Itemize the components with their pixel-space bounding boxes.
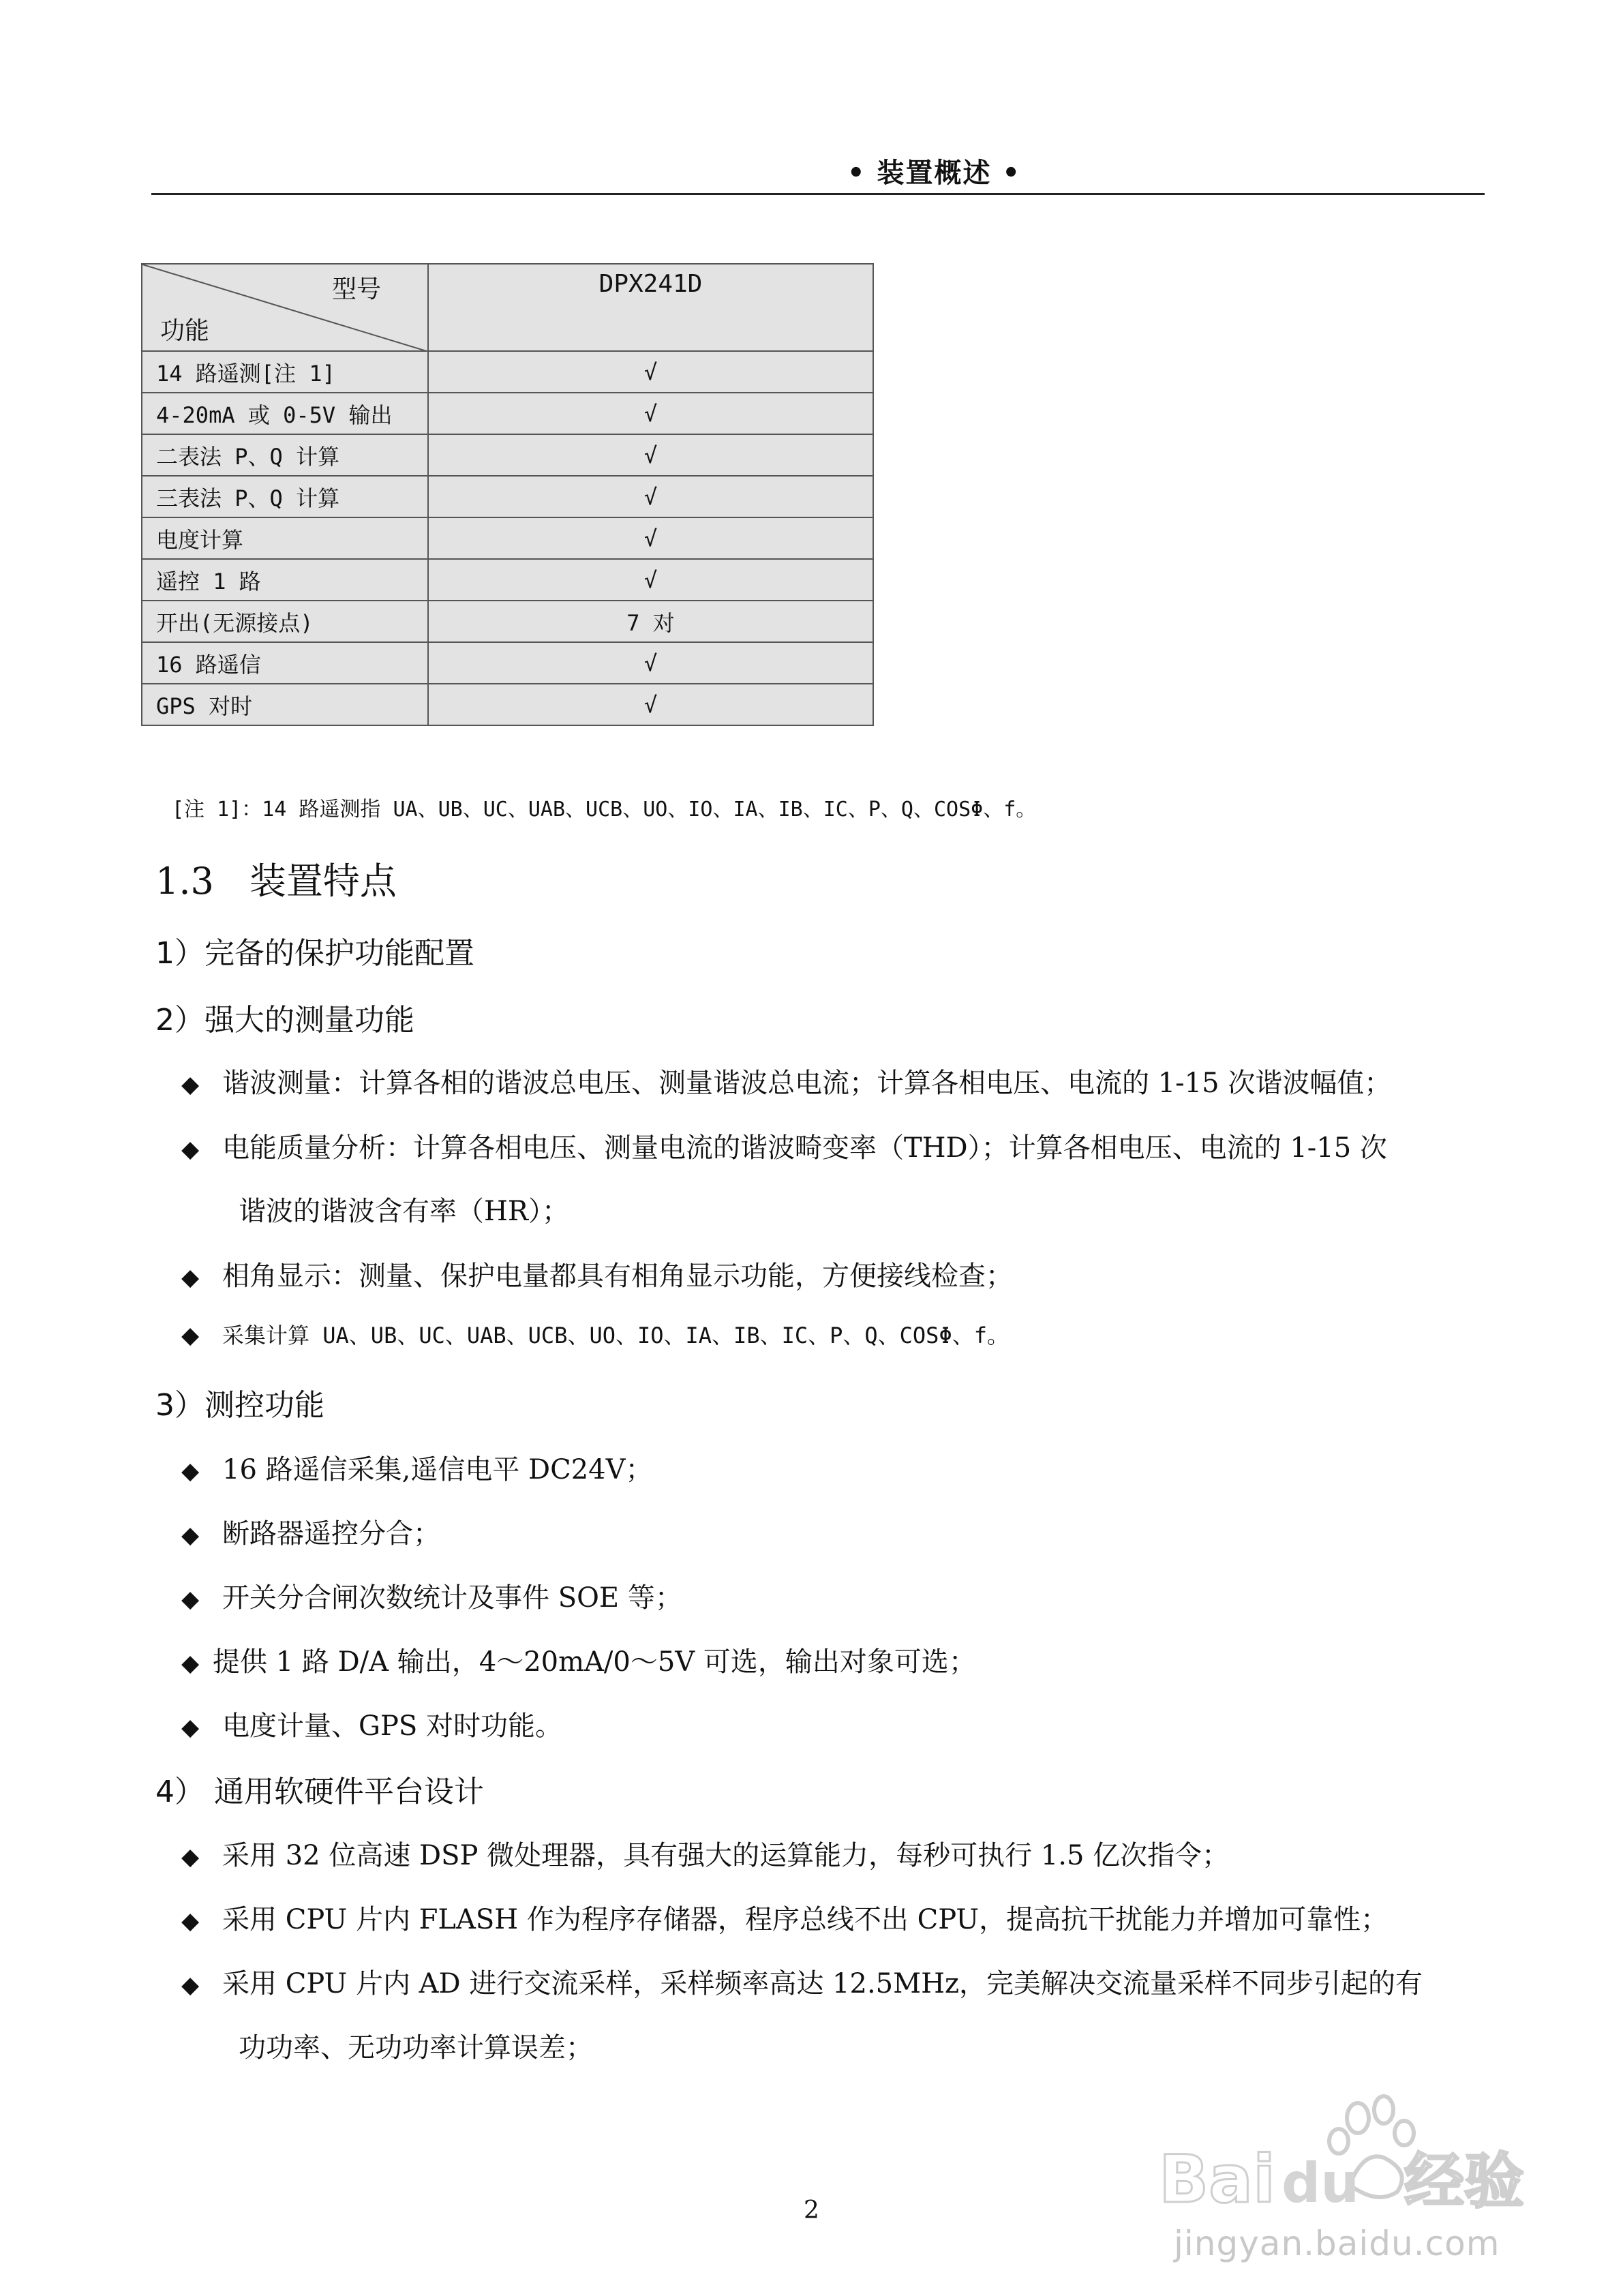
list-item [181, 1962, 1423, 2001]
diamond-bullet-icon: ◆ [181, 1907, 200, 1935]
table-row [142, 684, 873, 725]
table-row [142, 517, 873, 559]
diamond-bullet-icon: ◆ [181, 1322, 200, 1349]
list-item-text: 采用 32 位高速 DSP 微处理器，具有强大的运算能力，每秒可执行 1.5 亿次指令； [222, 1840, 1230, 1871]
table-row [142, 434, 873, 476]
function-table [141, 263, 874, 726]
table-row [142, 476, 873, 517]
section-number: 1.3 [155, 860, 214, 903]
table-row [142, 393, 873, 434]
table-footnote: [注 1]：14 路遥测指 UA、UB、UC、UAB、UCB、UO、IO、IA、IB、IC、P、Q、COSΦ、f。 [172, 798, 1037, 821]
row-value: √ [428, 393, 873, 434]
header-model-label: 型号 [331, 275, 381, 303]
table-row [142, 601, 873, 642]
list-item [181, 1448, 653, 1487]
svg-text:经验: 经验 [1404, 2146, 1525, 2216]
diamond-bullet-icon: ◆ [181, 1972, 200, 1999]
list-item [181, 1704, 562, 1743]
diamond-bullet-icon: ◆ [181, 1071, 200, 1098]
list-item [181, 1512, 440, 1551]
table-header-row [142, 264, 873, 351]
list-item-text: 16 路遥信采集,遥信电平 DC24V； [222, 1454, 653, 1485]
list-item-text: 相角显示：测量、保护电量都具有相角显示功能，方便接线检查； [222, 1260, 1013, 1292]
row-function: 16 路遥信 [142, 642, 428, 684]
row-value: √ [428, 517, 873, 559]
list-item-text: 采用 CPU 片内 AD 进行交流采样，采样频率高达 12.5MHz，完美解决交流量采样不同步引起的有 [222, 1968, 1423, 1999]
list-item [181, 1898, 1388, 1937]
row-value: √ [428, 642, 873, 684]
row-function: 三表法 P、Q 计算 [142, 476, 428, 517]
page-header-title: • 装置概述 • [847, 157, 1021, 189]
list-item [181, 1126, 1387, 1165]
list-item-text: 断路器遥控分合； [222, 1518, 440, 1550]
header-model-name: DPX241D [428, 264, 873, 351]
section-title: 装置特点 [249, 860, 397, 903]
diamond-bullet-icon: ◆ [181, 1843, 200, 1871]
row-value: √ [428, 476, 873, 517]
row-function: 二表法 P、Q 计算 [142, 434, 428, 476]
diamond-bullet-icon: ◆ [181, 1586, 200, 1613]
row-function: GPS 对时 [142, 684, 428, 725]
list-item-continuation: 功功率、无功功率计算误差； [239, 2032, 593, 2064]
table-diagonal-header-cell [142, 264, 428, 351]
row-value: √ [428, 434, 873, 476]
list-item [181, 1576, 682, 1615]
table-row [142, 642, 873, 684]
list-item [181, 1318, 1009, 1350]
list-item-text: 采用 CPU 片内 FLASH 作为程序存储器，程序总线不出 CPU，提高抗干扰能力并增加可靠性； [222, 1904, 1389, 1935]
list-item-text: 电能质量分析：计算各相电压、测量电流的谐波畸变率（THD）；计算各相电压、电流的 1-15 次 [222, 1132, 1387, 1164]
subsection-measurement: 2）强大的测量功能 [155, 1003, 414, 1038]
diamond-bullet-icon: ◆ [181, 1522, 200, 1549]
list-item [181, 1254, 1013, 1293]
list-item-text: 提供 1 路 D/A 输出，4～20mA/0～5V 可选，输出对象可选； [213, 1646, 976, 1678]
list-item-text: 谐波测量：计算各相的谐波总电压、测量谐波总电流；计算各相电压、电流的 1-15 次谐波幅值； [222, 1068, 1392, 1099]
diamond-bullet-icon: ◆ [181, 1650, 200, 1677]
row-function: 遥控 1 路 [142, 559, 428, 601]
subsection-control: 3）测控功能 [155, 1388, 324, 1423]
list-item [181, 1640, 976, 1679]
svg-text:Bai: Bai [1159, 2141, 1275, 2218]
diamond-bullet-icon: ◆ [181, 1264, 200, 1291]
diamond-bullet-icon: ◆ [181, 1457, 200, 1485]
header-rule [151, 193, 1485, 195]
table-row [142, 559, 873, 601]
diamond-bullet-icon: ◆ [181, 1714, 200, 1741]
list-item [181, 1834, 1229, 1873]
subsection-platform: 4） 通用软硬件平台设计 [155, 1774, 484, 1809]
row-value: √ [428, 559, 873, 601]
header-function-label: 功能 [160, 317, 210, 345]
list-item-continuation: 谐波的谐波含有率（HR）； [239, 1196, 569, 1227]
subsection-protection: 1）完备的保护功能配置 [155, 936, 474, 971]
section-heading [155, 852, 397, 905]
row-value: √ [428, 351, 873, 393]
row-value: 7 对 [428, 601, 873, 642]
row-function: 电度计算 [142, 517, 428, 559]
page-number: 2 [804, 2196, 819, 2224]
list-item-text: 采集计算 UA、UB、UC、UAB、UCB、UO、IO、IA、IB、IC、P、Q、COSΦ、f。 [222, 1323, 1009, 1348]
svg-text:du: du [1281, 2151, 1360, 2215]
watermark-url: jingyan.baidu.com [1174, 2224, 1500, 2263]
row-function: 4-20mA 或 0-5V 输出 [142, 393, 428, 434]
list-item-text: 开关分合闸次数统计及事件 SOE 等； [222, 1582, 682, 1614]
list-item-text: 电度计量、GPS 对时功能。 [222, 1710, 562, 1742]
table-row [142, 351, 873, 393]
list-item [181, 1061, 1391, 1100]
row-function: 14 路遥测[注 1] [142, 351, 428, 393]
diamond-bullet-icon: ◆ [181, 1136, 200, 1163]
row-function: 开出(无源接点) [142, 601, 428, 642]
row-value: √ [428, 684, 873, 725]
